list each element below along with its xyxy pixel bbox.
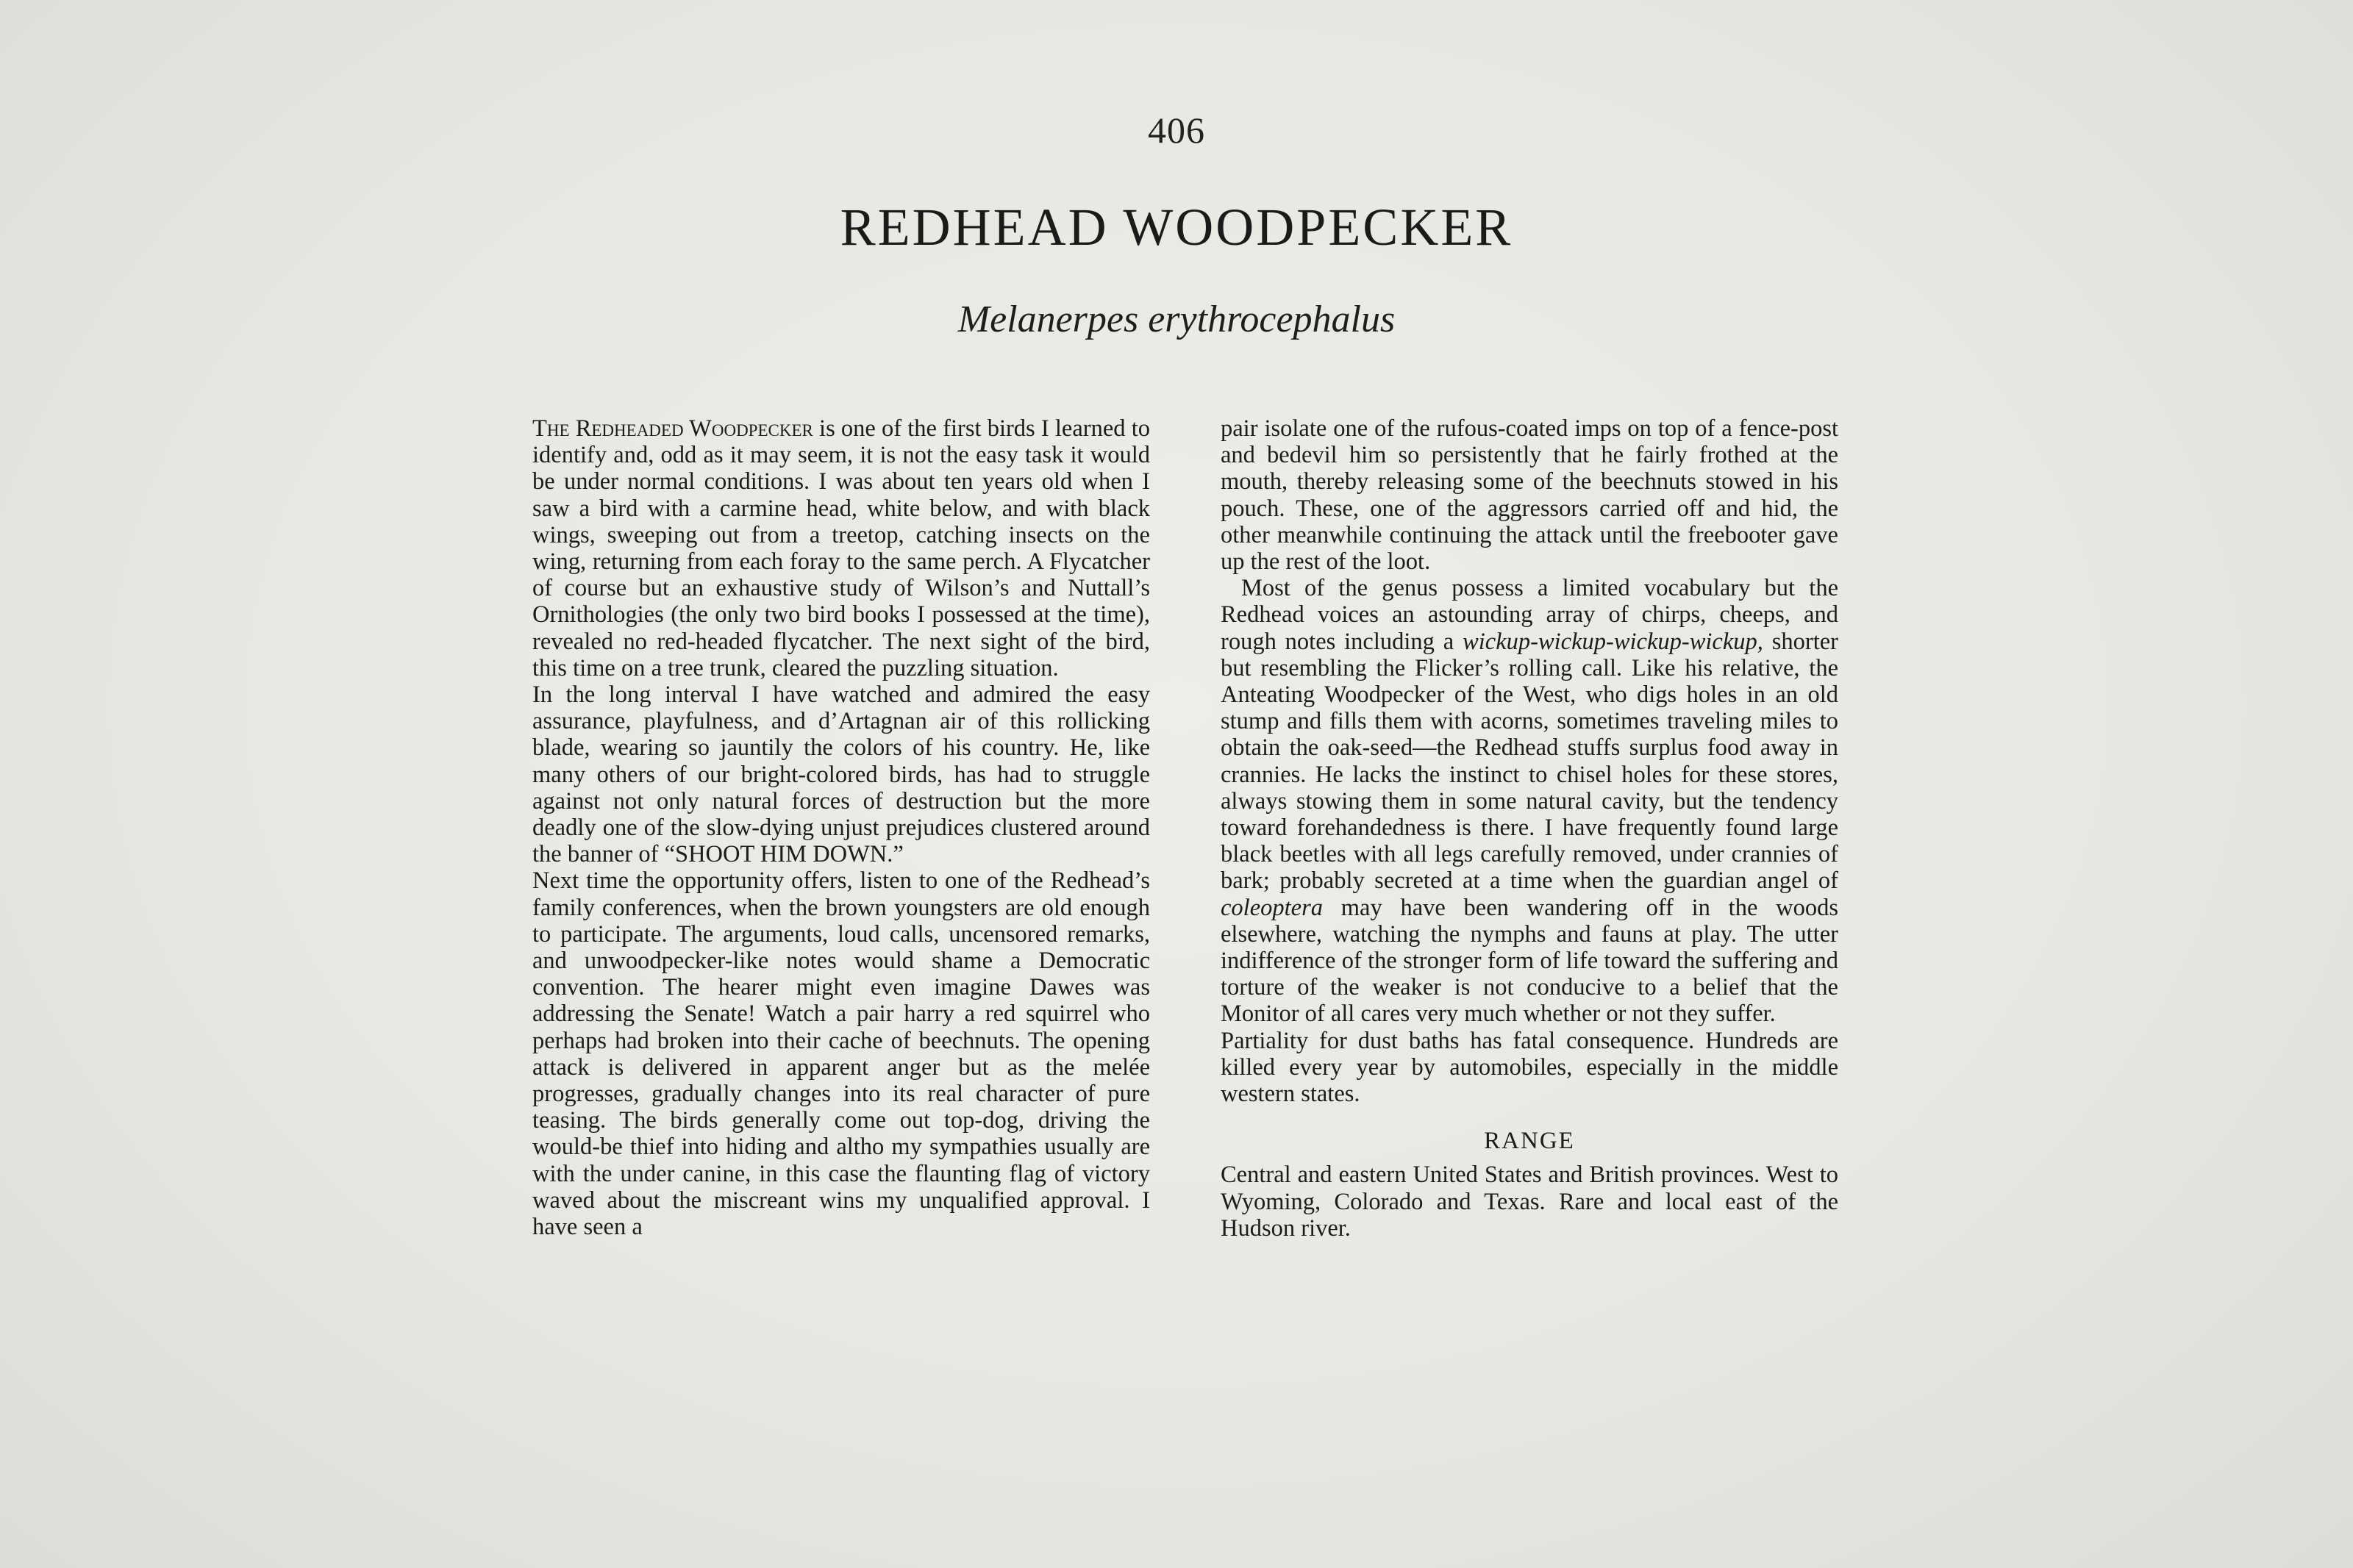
page-number: 406 bbox=[1148, 110, 1205, 151]
paragraph-vocabulary-text-b: shorter but resembling the Flicker’s rolling call. Like his relative, the Anteating Woodpecker of the West, who digs holes in an old stump and fills them with acorns, sometimes traveling miles to obtain the oak-seed—the Redhead stuffs surplus food away in crannies. He lacks the instinct to chisel holes for these stores, always stowing them in some natural cavity, but the tendency toward forehandedness is there. I have frequently found large black beetles with all legs carefully removed, under crannies of bark; probably secreted at a time when the guardian angel of bbox=[1221, 628, 1838, 895]
paragraph-dust-baths: Partiality for dust baths has fatal consequence. Hundreds are killed every year by automobiles, especially in the middle western states. bbox=[1221, 1027, 1838, 1108]
species-name-small-caps: The Redheaded Woodpecker bbox=[532, 415, 813, 442]
paragraph-vocabulary-text-c: may have been wandering off in the woods elsewhere, watching the nymphs and fauns at play. The utter indifference of the stronger form of life toward the suffering and torture of the weaker is not conducive to a belief that the Monitor of all cares very much whether or not they suffer. bbox=[1221, 894, 1838, 1028]
paragraph-family-conferences: Next time the opportunity offers, listen to one of the Redhead’s family conferences, when the brown youngsters are old enough to participate. The arguments, loud calls, uncensored remarks, and unwoodpecker-like notes would shame a Democratic convention. The hearer might even imagine Dawes was addressing the Senate! Watch a pair harry a red squirrel who perhaps had broken into their cache of beechnuts. The opening attack is delivered in apparent anger but as the melée progresses, gradually changes into its real character of pure teasing. The birds generally come out top-dog, driving the would-be thief into hiding and altho my sympathies usually are with the under canine, in this case the flaunting flag of victory waved about the miscreant wins my unqualified approval. I have seen a bbox=[532, 867, 1150, 1241]
range-heading: RANGE bbox=[1484, 1128, 1575, 1155]
paragraph-intro bbox=[532, 415, 1150, 681]
paragraph-intro-text: is one of the first birds I learned to identify and, odd as it may seem, it is not the easy task it would be under normal conditions. I was about ten years old when I saw a bird with a carmine head, white below, and with black wings, sweeping out from a treetop, catching insects on the wing, returning from each foray to the same perch. A Flycatcher of course but an exhaustive study of Wilson’s and Nuttall’s Ornithologies (the only two bird books I possessed at the time), revealed no red-headed flycatcher. The next sight of the bird, this time on a tree trunk, cleared the puzzling situation. bbox=[532, 415, 1150, 681]
right-column bbox=[1221, 415, 1838, 1242]
scientific-name: Melanerpes erythrocephalus bbox=[957, 298, 1396, 340]
paragraph-fence-post: pair isolate one of the rufous-coated imps on top of a fence-post and bedevil him so persistently that he fairly frothed at the mouth, thereby releasing some of the beechnuts stowed in his pouch. These, one of the aggressors carried off and hid, the other meanwhile continuing the attack until the freebooter gave up the rest of the loot. bbox=[1221, 415, 1838, 576]
paragraph-vocabulary bbox=[1221, 575, 1838, 1027]
page-title: REDHEAD WOODPECKER bbox=[840, 198, 1513, 257]
paragraph-vocabulary-text-a: Most of the genus possess a limited vocabulary but the Redhead voices an astounding array of chirps, cheeps, and rough notes including a bbox=[1221, 575, 1838, 655]
call-notes-italic: wickup-wickup-wickup-wickup, bbox=[1463, 628, 1763, 655]
paragraph-interval: In the long interval I have watched and admired the easy assurance, playfulness, and d’Artagnan air of this rollicking blade, wearing so jauntily the colors of his country. He, like many others of our bright-colored birds, has had to struggle against not only natural forces of destruction but the more deadly one of the slow-dying unjust prejudices clustered around the banner of “SHOOT HIM DOWN.” bbox=[532, 681, 1150, 868]
left-column bbox=[532, 415, 1150, 1240]
range-text: Central and eastern United States and British provinces. West to Wyoming, Colorado and Texas. Rare and local east of the Hudson river. bbox=[1221, 1161, 1838, 1242]
coleoptera-italic: coleoptera bbox=[1221, 894, 1323, 921]
